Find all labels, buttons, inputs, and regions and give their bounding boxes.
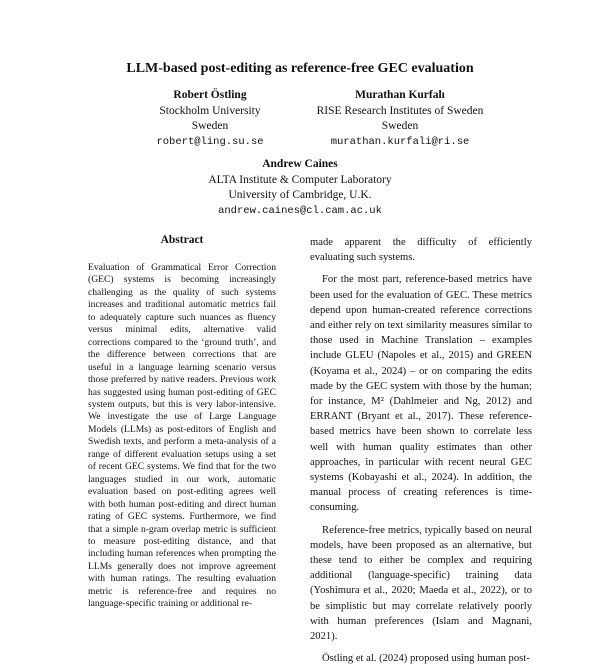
abstract-heading: Abstract (160, 234, 204, 246)
body-paragraph: Reference-free metrics, typically based on neural models, have been proposed as an alternative, but these tend to either be complex and requiring additional (language-specific) training data (Yoshimura et al., 2020; Maeda et al., 2022), or to be simplistic but may correlate relatively poorly with human preferences (Islam and Magnani, 2021). (310, 524, 532, 643)
author-name: Andrew Caines (262, 158, 338, 170)
author-name: Murathan Kurfalı (355, 89, 445, 101)
body-paragraph: made apparent the difficulty of efficiently evaluating such systems. (310, 237, 532, 264)
author-email: robert@ling.su.se (156, 135, 264, 148)
body-column-right (310, 235, 532, 666)
author-country: Sweden (191, 120, 229, 132)
author-block-2 (295, 88, 505, 150)
author-country: Sweden (381, 120, 419, 132)
author-email: murathan.kurfali@ri.se (330, 135, 470, 148)
author-university: University of Cambridge, U.K. (228, 189, 372, 201)
author-affiliation: ALTA Institute & Computer Laboratory (208, 173, 392, 186)
author-email: andrew.caines@cl.cam.ac.uk (218, 204, 382, 217)
paper-title: LLM-based post-editing as reference-free GEC evaluation (126, 61, 474, 76)
author-block-1 (120, 88, 300, 150)
body-paragraph: Östling et al. (2024) proposed using human post- (322, 653, 530, 665)
author-name: Robert Östling (173, 89, 247, 101)
body-paragraph: For the most part, reference-based metrics have been used for the evaluation of GEC. These metrics depend upon human-created reference corrections and either rely on text similarity measures similar to those used in Machine Translation – examples include GLEU (Napoles et al., 2015) and GREEN (Koyama et al., 2024) – or on comparing the edits made by the GEC system with those by the human; for instance, M² (Dahlmeier and Ng, 2012) and ERRANT (Bryant et al., 2017). These reference-based metrics have been shown to correlate less well with human quality estimates than other approaches, in particular with recent neural GEC systems (Kobayashi et al., 2024). In addition, the manual process of creating references is time-consuming. (310, 274, 532, 514)
author-affiliation: Stockholm University (159, 104, 261, 117)
abstract-text: Evaluation of Grammatical Error Correction (GEC) systems is becoming increasingly challenging as the quality of such systems increases and traditional automatic metrics fail to adequately capture such nuances as fluency versus minimal edits, alternative valid corrections compared to the ‘ground truth’, and the difference between corrections that are useful in a language learning scenario versus those preferred by native readers. Previous work has suggested using human post-editing of GEC system outputs, but this is very labor-intensive. We investigate the use of Large Language Models (LLMs) as post-editors of English and Swedish texts, and perform a meta-analysis of a range of different evaluation setups using a set of recent GEC systems. We find that for the two languages studied in our work, automatic evaluation based on post-editing agrees well with both human post-editing and direct human rating of GEC systems. Furthermore, we find that a simple n-gram overlap metric is sufficient to measure post-editing distance, and that including human references when prompting the LLMs generally does not improve agreement with human ratings. The resulting evaluation metric is reference-free and requires no language-specific training or additional re- (88, 262, 276, 610)
author-block-3 (180, 157, 420, 219)
author-affiliation: RISE Research Institutes of Sweden (316, 104, 484, 117)
